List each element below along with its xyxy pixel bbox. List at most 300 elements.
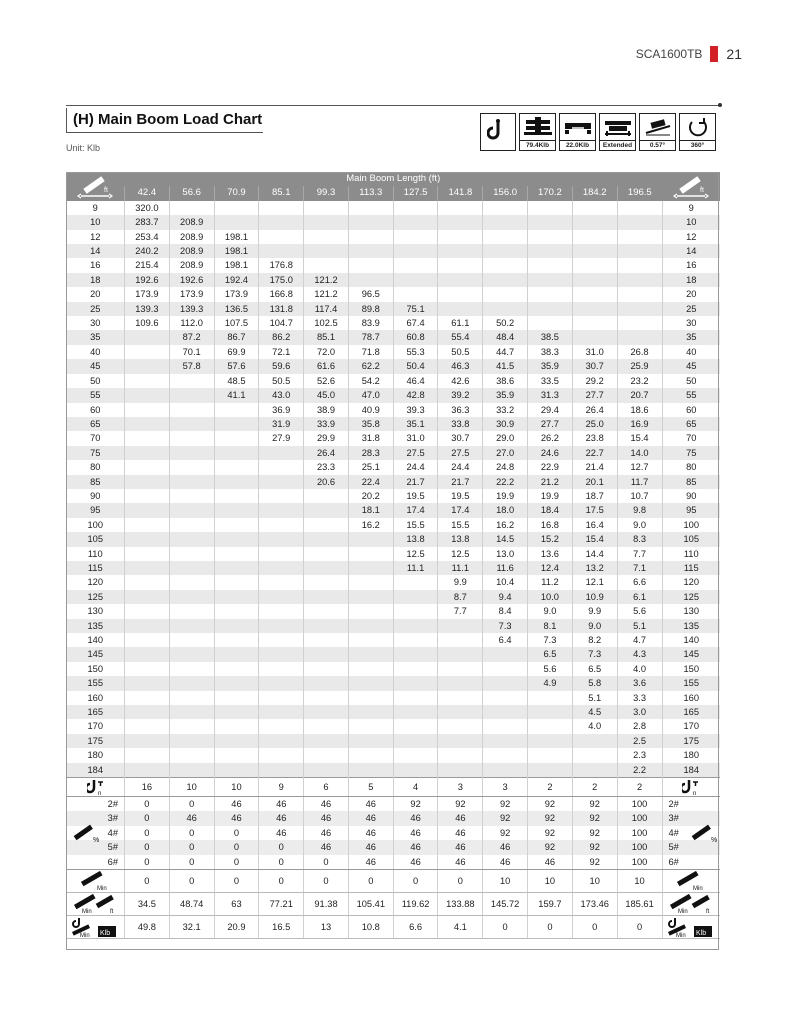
load-cell: 21.4: [572, 460, 617, 474]
telescope-cell: 0: [259, 855, 304, 870]
load-cell: 33.8: [438, 417, 483, 431]
load-cell: [617, 258, 662, 272]
telescope-cell: 46: [169, 811, 214, 825]
load-cell: [125, 734, 170, 748]
load-cell: 198.1: [214, 244, 259, 258]
load-cell: 20.6: [304, 475, 349, 489]
load-cell: [483, 215, 528, 229]
load-cell: 112.0: [169, 316, 214, 330]
load-cell: 107.5: [214, 316, 259, 330]
telescope-cell: 0: [125, 811, 170, 825]
radius-left: 150: [87, 663, 103, 674]
load-cell: [572, 748, 617, 762]
load-cell: [348, 662, 393, 676]
telescope-cell: 46: [483, 840, 528, 854]
parts-of-line-cell: 9: [259, 778, 304, 797]
load-cell: [483, 734, 528, 748]
telescope-cell: 0: [169, 826, 214, 840]
page-title: (H) Main Boom Load Chart: [73, 111, 263, 128]
radius-right: 18: [662, 273, 720, 287]
min-radius-cell: 185.61: [617, 893, 662, 916]
radius-left: 90: [90, 490, 101, 501]
parts-of-line-label-left: [67, 778, 125, 797]
load-cell: [214, 662, 259, 676]
load-cell: [259, 561, 304, 575]
min-angle-cell: 0: [438, 870, 483, 893]
load-cell: [483, 691, 528, 705]
load-cell: 33.5: [528, 374, 573, 388]
telescope-section: 5#: [668, 842, 679, 853]
load-cell: [438, 748, 483, 762]
load-cell: 13.8: [438, 532, 483, 546]
min-radius-cell: 105.41: [348, 893, 393, 916]
load-cell: [169, 662, 214, 676]
svg-text:%: %: [93, 836, 100, 844]
radius-right: 170: [662, 719, 720, 733]
load-cell: 24.6: [528, 446, 573, 460]
table-row: [67, 691, 721, 705]
load-cell: 38.9: [304, 403, 349, 417]
load-cell: [169, 604, 214, 618]
load-cell: [214, 633, 259, 647]
radius-left: 100: [87, 519, 103, 530]
table-row: [67, 258, 721, 272]
load-cell: 4.0: [572, 719, 617, 733]
load-cell: [125, 475, 170, 489]
load-cell: [483, 676, 528, 690]
load-cell: [348, 201, 393, 215]
load-cell: 12.7: [617, 460, 662, 474]
telescope-section: 3#: [668, 813, 679, 824]
telescope-cell: 0: [304, 855, 349, 870]
radius-left: 16: [90, 260, 101, 271]
radius-left: 120: [87, 577, 103, 588]
telescope-cell: 46: [214, 811, 259, 825]
telescope-section: 4#: [107, 827, 118, 838]
load-cell: [125, 518, 170, 532]
radius-left: 55: [67, 388, 125, 402]
load-cell: [572, 201, 617, 215]
telescope-row: [67, 826, 721, 840]
load-cell: 50.5: [438, 345, 483, 359]
load-cell: 45.0: [304, 388, 349, 402]
telescope-cell: 0: [169, 797, 214, 812]
load-cell: 24.8: [483, 460, 528, 474]
load-cell: [304, 489, 349, 503]
load-cell: [393, 604, 438, 618]
load-cell: [438, 201, 483, 215]
load-cell: [214, 201, 259, 215]
load-cell: 47.0: [348, 388, 393, 402]
load-cell: 121.2: [304, 273, 349, 287]
load-cell: 39.2: [438, 388, 483, 402]
load-cell: 13.0: [483, 547, 528, 561]
load-cell: [125, 691, 170, 705]
load-cell: [348, 734, 393, 748]
radius-right: 130: [662, 604, 720, 618]
load-cell: [169, 633, 214, 647]
load-cell: [304, 748, 349, 762]
load-cell: [438, 287, 483, 301]
load-cell: [438, 244, 483, 258]
load-cell: [169, 719, 214, 733]
load-cell: 35.9: [528, 359, 573, 373]
load-cell: 50.2: [483, 316, 528, 330]
load-cell: 62.2: [348, 359, 393, 373]
load-cell: [214, 676, 259, 690]
load-cell: 57.8: [169, 359, 214, 373]
load-cell: [438, 734, 483, 748]
load-cell: [125, 547, 170, 561]
boom-length-3: 85.1: [259, 186, 304, 200]
load-cell: 121.2: [304, 287, 349, 301]
load-cell: [528, 763, 573, 778]
telescope-cell: 92: [572, 826, 617, 840]
load-cell: [259, 518, 304, 532]
load-cell: [528, 316, 573, 330]
parts-of-line-cell: 2: [572, 778, 617, 797]
min-angle-cell: 0: [125, 870, 170, 893]
telescope-label-left: [67, 855, 125, 870]
load-cell: 198.1: [214, 258, 259, 272]
radius-right: 16: [662, 258, 720, 272]
load-cell: 12.4: [528, 561, 573, 575]
telescope-section: 2#: [668, 799, 679, 810]
load-cell: [483, 273, 528, 287]
boom-length-2: 70.9: [214, 186, 259, 200]
boom-length-7: 141.8: [438, 186, 483, 200]
radius-left: 95: [67, 503, 125, 517]
load-cell: [259, 201, 304, 215]
load-cell: 12.1: [572, 575, 617, 589]
load-cell: 25.1: [348, 460, 393, 474]
radius-left: 14: [67, 244, 125, 258]
load-cell: [259, 446, 304, 460]
radius-right: 55: [662, 388, 720, 402]
parts-of-line-cell: 16: [125, 778, 170, 797]
load-cell: 5.8: [572, 676, 617, 690]
telescope-cell: 0: [214, 840, 259, 854]
telescope-cell: 100: [617, 840, 662, 854]
load-cell: [617, 244, 662, 258]
load-cell: 131.8: [259, 302, 304, 316]
load-cell: [214, 734, 259, 748]
telescope-cell: 46: [438, 826, 483, 840]
min-radius-cell: 77.21: [259, 893, 304, 916]
table-row: [67, 302, 721, 316]
load-cell: [214, 417, 259, 431]
table-row: [67, 330, 721, 344]
load-cell: 10.9: [572, 590, 617, 604]
telescope-section: 4#: [668, 827, 679, 838]
load-cell: 13.8: [393, 532, 438, 546]
table-row: [67, 604, 721, 618]
load-cell: [169, 460, 214, 474]
telescope-cell: 92: [483, 811, 528, 825]
load-cell: [169, 619, 214, 633]
table-row: [67, 647, 721, 661]
table-row: [67, 676, 721, 690]
load-cell: [304, 662, 349, 676]
load-cell: [304, 647, 349, 661]
load-cell: [483, 662, 528, 676]
load-cell: [169, 561, 214, 575]
load-cell: 22.4: [348, 475, 393, 489]
load-cell: [259, 230, 304, 244]
load-cell: [304, 590, 349, 604]
load-cell: 9.9: [438, 575, 483, 589]
min-radius-cell: 145.72: [483, 893, 528, 916]
table-row: [67, 763, 721, 778]
load-cell: [483, 647, 528, 661]
telescope-cell: 0: [125, 855, 170, 870]
title-frame: [66, 108, 263, 133]
telescope-cell: 46: [528, 855, 573, 870]
load-cell: [125, 460, 170, 474]
min-load-cell: 49.8: [125, 916, 170, 939]
telescope-cell: 46: [393, 826, 438, 840]
load-cell: [125, 431, 170, 445]
telescope-cell: 46: [393, 811, 438, 825]
load-cell: 27.7: [572, 388, 617, 402]
radius-left: 125: [67, 590, 125, 604]
load-cell: 35.1: [393, 417, 438, 431]
svg-text:%: %: [710, 836, 717, 844]
load-cell: [572, 273, 617, 287]
radius-right: 145: [662, 647, 720, 661]
load-cell: 136.5: [214, 302, 259, 316]
svg-text:n: n: [693, 791, 697, 797]
parts-of-line-cell: 4: [393, 778, 438, 797]
load-cell: [259, 647, 304, 661]
radius-left: 50: [90, 375, 101, 386]
radius-right: 180: [662, 748, 720, 762]
telescope-cell: 46: [304, 840, 349, 854]
load-cell: 26.4: [304, 446, 349, 460]
load-cell: 13.6: [528, 547, 573, 561]
parts-of-line-icon: [87, 778, 105, 796]
min-radius-cell: 133.88: [438, 893, 483, 916]
load-cell: [304, 215, 349, 229]
load-cell: 31.0: [393, 431, 438, 445]
load-cell: 18.6: [617, 403, 662, 417]
radius-right: 105: [662, 532, 720, 546]
load-cell: 42.8: [393, 388, 438, 402]
load-cell: 70.1: [169, 345, 214, 359]
load-cell: 72.1: [259, 345, 304, 359]
load-cell: [125, 403, 170, 417]
load-cell: [125, 388, 170, 402]
load-cell: [348, 547, 393, 561]
load-cell: 46.4: [393, 374, 438, 388]
load-cell: [348, 590, 393, 604]
load-cell: [214, 763, 259, 778]
table-row: [67, 431, 721, 445]
load-cell: [169, 431, 214, 445]
min-radius-cell: 119.62: [393, 893, 438, 916]
load-cell: 117.4: [304, 302, 349, 316]
load-cell: [617, 230, 662, 244]
load-cell: 89.8: [348, 302, 393, 316]
load-cell: [214, 431, 259, 445]
load-cell: [169, 705, 214, 719]
radius-right: 25: [662, 302, 720, 316]
load-cell: 175.0: [259, 273, 304, 287]
load-cell: [348, 763, 393, 778]
radius-right: 75: [662, 446, 720, 460]
radius-right: 135: [662, 619, 720, 633]
telescope-cell: 46: [393, 840, 438, 854]
load-cell: 22.2: [483, 475, 528, 489]
load-cell: 2.8: [617, 719, 662, 733]
radius-right: 100: [662, 518, 720, 532]
load-cell: 48.4: [483, 330, 528, 344]
load-cell: [438, 662, 483, 676]
svg-text:Min: Min: [80, 933, 90, 939]
load-cell: 15.2: [528, 532, 573, 546]
accent-bar: [710, 46, 718, 62]
load-cell: [528, 287, 573, 301]
radius-left: 180: [87, 750, 103, 761]
telescope-cell: 46: [348, 840, 393, 854]
radius-left: 155: [67, 676, 125, 690]
load-cell: [348, 691, 393, 705]
load-cell: [438, 302, 483, 316]
radius-left: 20: [90, 289, 101, 300]
load-cell: 30.7: [572, 359, 617, 373]
load-cell: [259, 475, 304, 489]
load-cell: 139.3: [125, 302, 170, 316]
load-cell: 192.6: [169, 273, 214, 287]
load-cell: [393, 734, 438, 748]
load-cell: 85.1: [304, 330, 349, 344]
load-cell: 198.1: [214, 230, 259, 244]
load-cell: 9.8: [617, 503, 662, 517]
load-cell: 23.2: [617, 374, 662, 388]
table-row: [67, 359, 721, 373]
load-cell: 17.5: [572, 503, 617, 517]
telescope-cell: 46: [438, 811, 483, 825]
load-cell: [438, 763, 483, 778]
load-cell: [304, 503, 349, 517]
load-cell: 38.5: [528, 330, 573, 344]
load-cell: [393, 633, 438, 647]
load-cell: [169, 489, 214, 503]
load-cell: 12.5: [393, 547, 438, 561]
crawler-extended-icon: [599, 113, 636, 151]
load-cell: 29.2: [572, 374, 617, 388]
load-cell: 57.6: [214, 359, 259, 373]
load-cell: 69.9: [214, 345, 259, 359]
load-cell: 75.1: [393, 302, 438, 316]
load-cell: 59.6: [259, 359, 304, 373]
min-angle-cell: 0: [259, 870, 304, 893]
load-cell: 208.9: [169, 215, 214, 229]
parts-of-line-row: [67, 778, 721, 797]
radius-right: 155: [662, 676, 720, 690]
radius-left: 175: [67, 734, 125, 748]
load-cell: [304, 561, 349, 575]
load-cell: [393, 647, 438, 661]
rotation-label: 360°: [680, 140, 715, 150]
table-row: [67, 503, 721, 517]
radius-left: 130: [87, 606, 103, 617]
min-radius-icon: [666, 893, 716, 915]
telescope-cell: 46: [304, 826, 349, 840]
load-cell: 43.0: [259, 388, 304, 402]
radius-right: 140: [662, 633, 720, 647]
load-cell: 38.6: [483, 374, 528, 388]
telescope-cell: 100: [617, 811, 662, 825]
load-cell: [393, 215, 438, 229]
load-cell: [214, 547, 259, 561]
table-row: [67, 532, 721, 546]
load-cell: [348, 604, 393, 618]
load-cell: 166.8: [259, 287, 304, 301]
load-cell: [304, 532, 349, 546]
load-cell: 208.9: [169, 230, 214, 244]
load-cell: [528, 691, 573, 705]
radius-right: 45: [662, 359, 720, 373]
load-cell: 20.2: [348, 489, 393, 503]
load-cell: 9.0: [572, 619, 617, 633]
radius-left: 165: [67, 705, 125, 719]
telescope-cell: 46: [393, 855, 438, 870]
parts-of-line-cell: 3: [438, 778, 483, 797]
radius-right: 95: [662, 503, 720, 517]
title-rule: [66, 105, 720, 106]
table-row: [67, 374, 721, 388]
load-cell: 14.5: [483, 532, 528, 546]
telescope-label-right: [662, 797, 720, 812]
load-cell: 72.0: [304, 345, 349, 359]
load-cell: 4.5: [572, 705, 617, 719]
radius-left: 110: [87, 548, 103, 559]
load-cell: [617, 201, 662, 215]
load-cell: [169, 676, 214, 690]
load-cell: [259, 244, 304, 258]
load-chart-table: [66, 172, 720, 939]
load-cell: [259, 763, 304, 778]
load-cell: [214, 748, 259, 762]
svg-text:n: n: [97, 791, 101, 797]
load-cell: 208.9: [169, 258, 214, 272]
load-cell: [169, 547, 214, 561]
load-cell: 8.3: [617, 532, 662, 546]
svg-text:Min: Min: [97, 886, 107, 893]
radius-right: 12: [662, 230, 720, 244]
load-cell: 11.2: [528, 575, 573, 589]
load-cell: [169, 503, 214, 517]
radius-left: 65: [67, 417, 125, 431]
load-cell: [438, 230, 483, 244]
table-row: [67, 316, 721, 330]
radius-left: 10: [67, 215, 125, 229]
load-cell: 109.6: [125, 316, 170, 330]
load-cell: [304, 633, 349, 647]
load-cell: 6.5: [572, 662, 617, 676]
load-cell: [214, 604, 259, 618]
load-cell: 24.4: [393, 460, 438, 474]
load-cell: 16.4: [572, 518, 617, 532]
telescope-cell: 92: [572, 811, 617, 825]
min-load-icon: [666, 916, 716, 938]
telescope-cell: 92: [393, 797, 438, 812]
load-cell: 215.4: [125, 258, 170, 272]
load-cell: 12.5: [438, 547, 483, 561]
min-radius-cell: 63: [214, 893, 259, 916]
load-cell: 253.4: [125, 230, 170, 244]
